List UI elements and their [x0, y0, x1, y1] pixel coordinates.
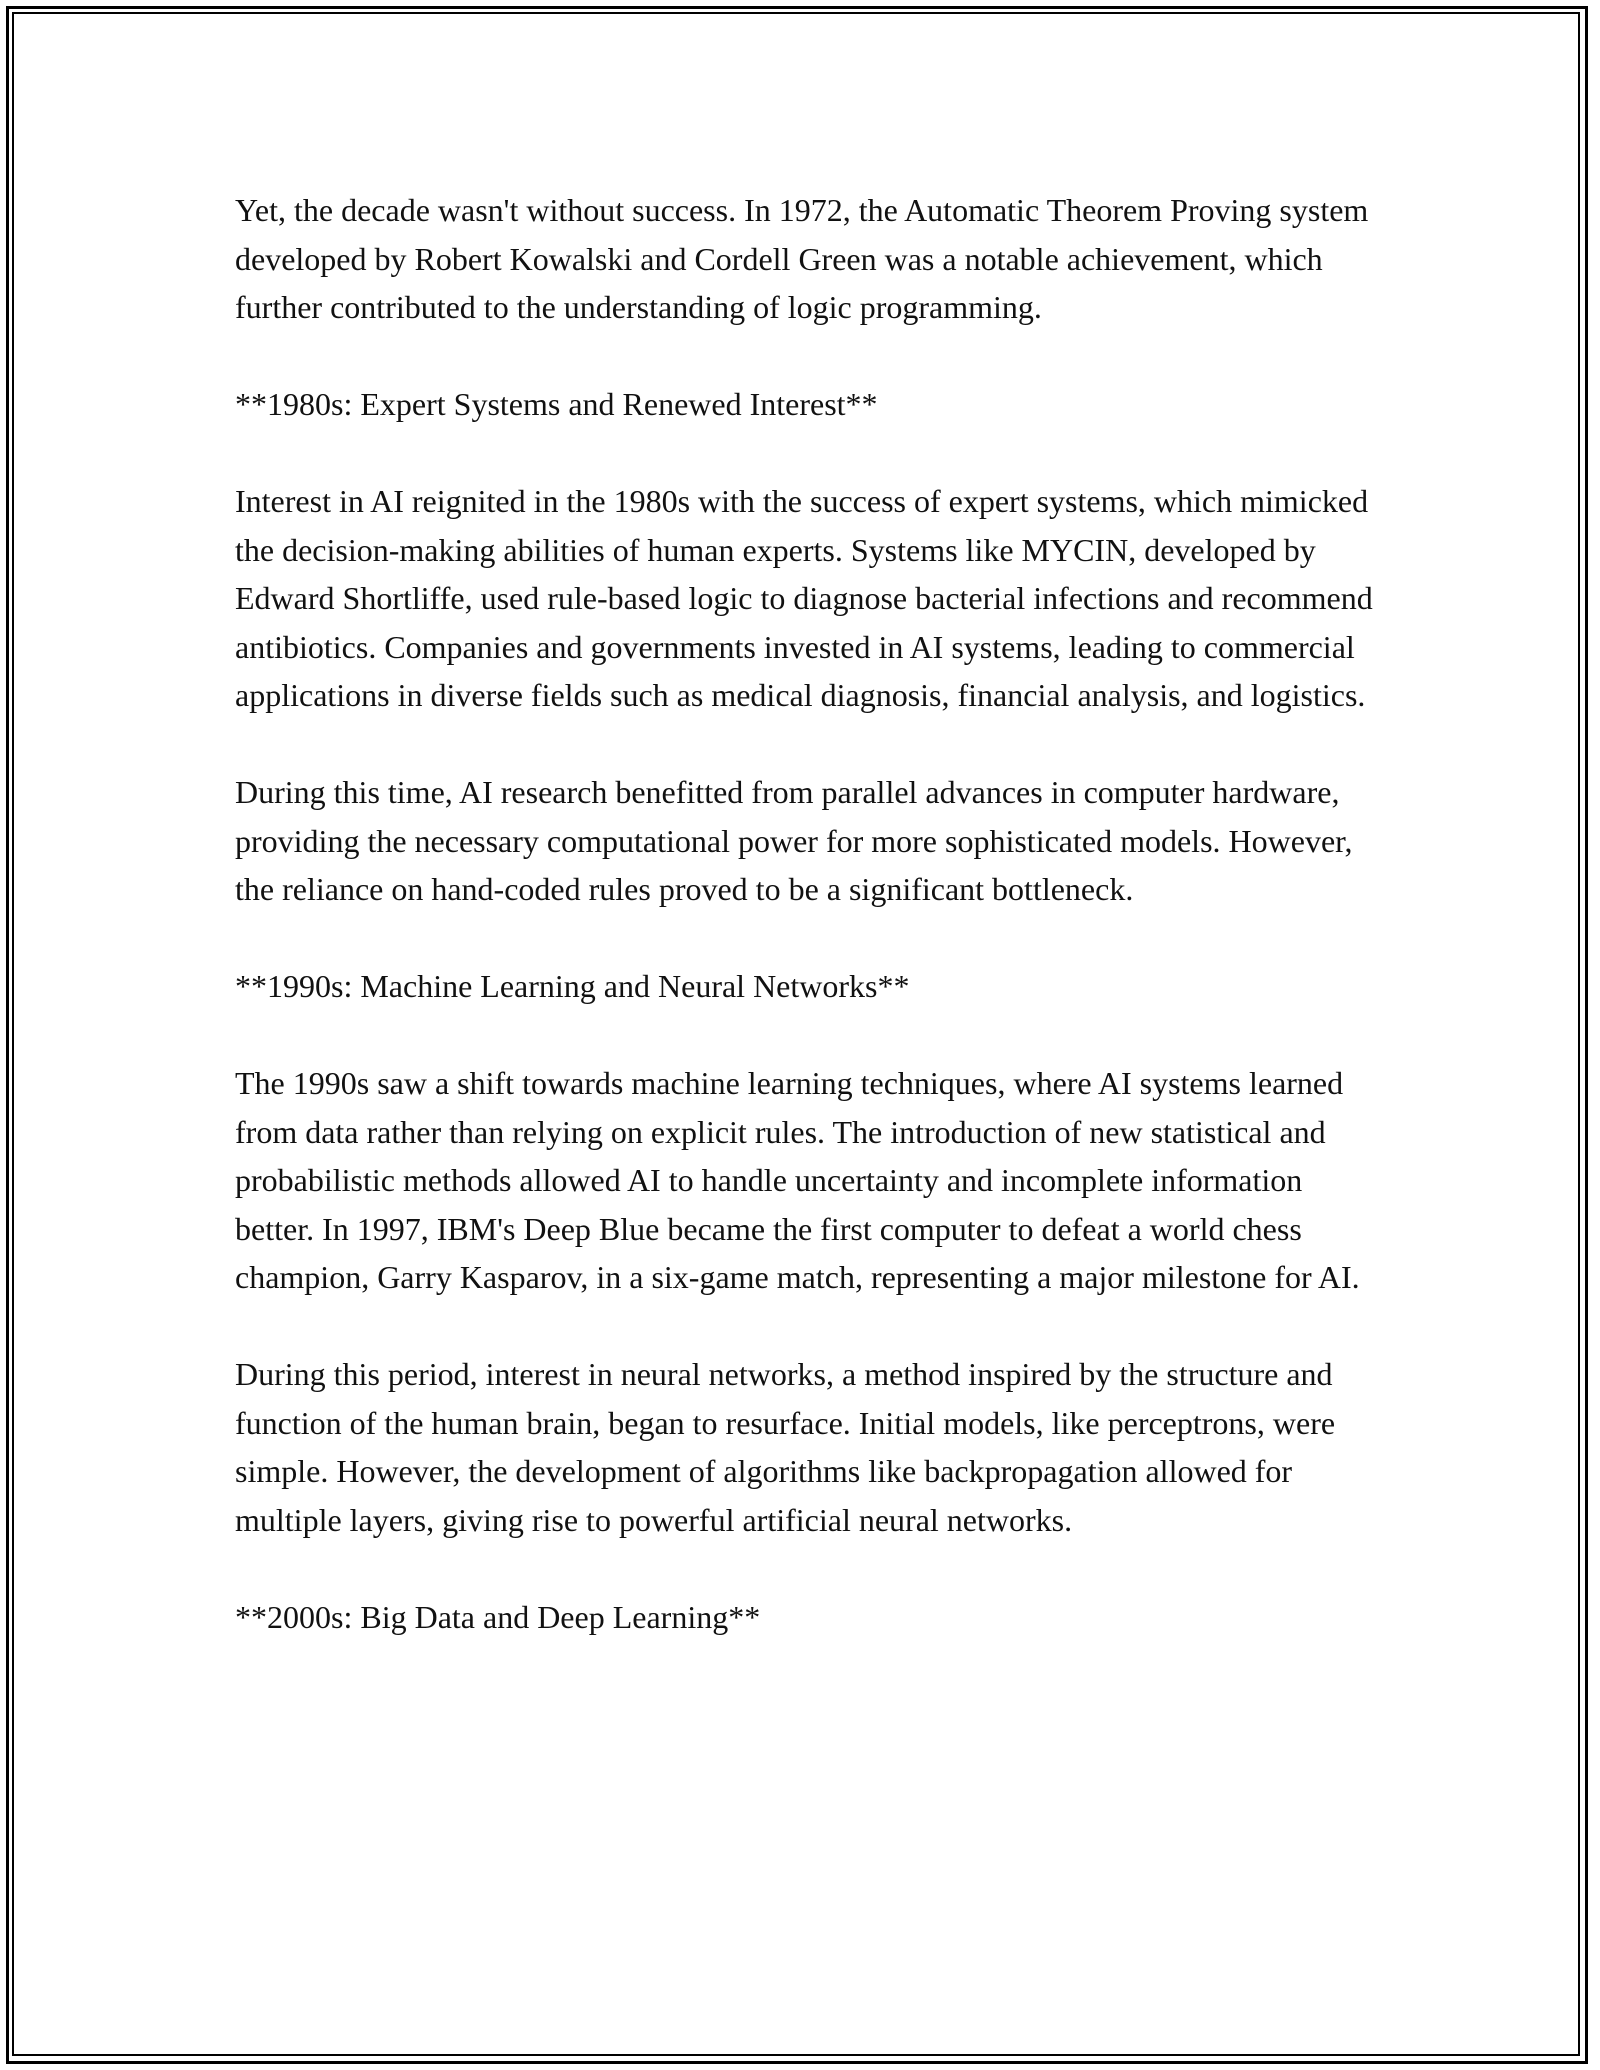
heading-1990s: **1990s: Machine Learning and Neural Networks** — [235, 968, 910, 1004]
paragraph-1972-theorem-proving: Yet, the decade wasn't without success. In 1972, the Automatic Theorem Proving system developed by Robert Kowalski and Cordell Green was a notable achievement, which further contributed to the understanding of logic programming. — [235, 192, 1369, 325]
paragraph-hardware-advances: During this time, AI research benefitted from parallel advances in computer hardware, providing the necessary computational power for more sophisticated models. However, the reliance on hand-coded rules proved to be a significant bottleneck. — [235, 774, 1353, 907]
heading-2000s: **2000s: Big Data and Deep Learning** — [235, 1598, 761, 1635]
heading-1980s: **1980s: Expert Systems and Renewed Interest** — [235, 386, 878, 422]
paragraph-expert-systems: Interest in AI reignited in the 1980s with the success of expert systems, which mimicked the decision-making abilities of human experts. Systems like MYCIN, developed by Edward Shortliffe, used rule-based logic to diagnose bacterial infections and recommend antibiotics. Companies and governments invested in AI systems, leading to commercial applications in diverse fields such as medical diagnosis, financial analysis, and logistics. — [235, 483, 1373, 713]
paragraph-machine-learning: The 1990s saw a shift towards machine learning techniques, where AI systems learned from data rather than relying on explicit rules. The introduction of new statistical and probabilistic methods allowed AI to handle uncertainty and incomplete information better. In 1997, IBM's Deep Blue became the first computer to defeat a world chess champion, Garry Kasparov, in a six-game match, representing a major milestone for AI. — [235, 1065, 1360, 1295]
document-body — [235, 186, 1385, 1690]
paragraph-neural-networks: During this period, interest in neural networks, a method inspired by the structure and function of the human brain, began to resurface. Initial models, like perceptrons, were simple. However, the development of algorithms like backpropagation allowed for multiple layers, giving rise to powerful artificial neural networks. — [235, 1356, 1336, 1538]
